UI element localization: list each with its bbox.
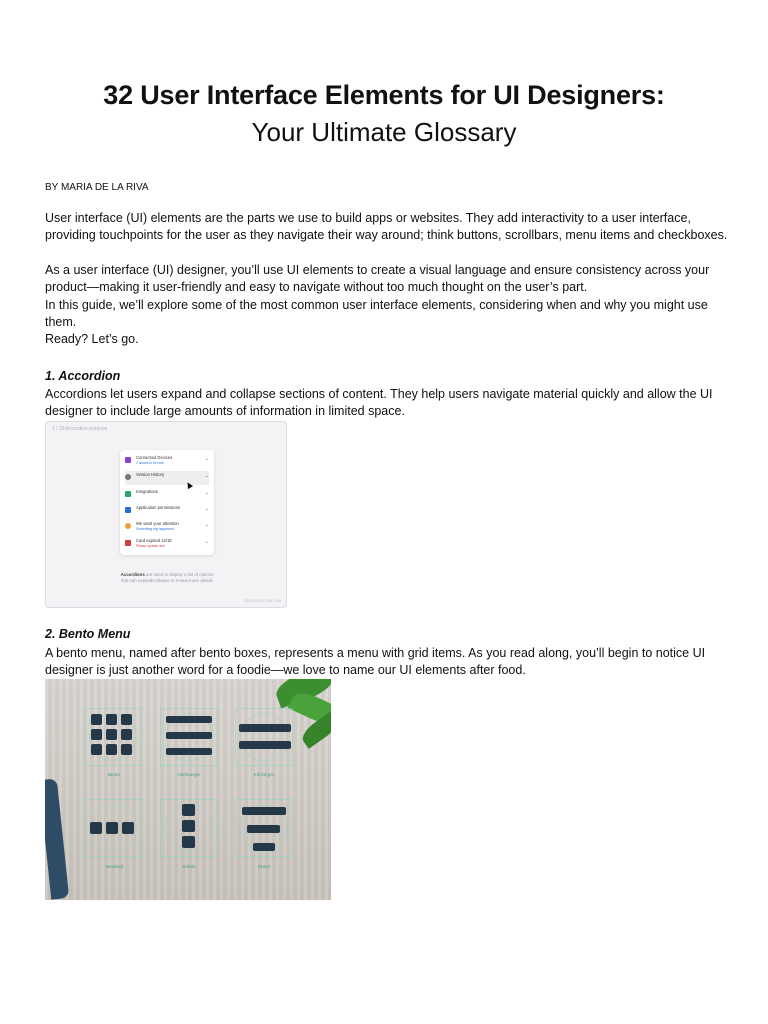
menu-block <box>106 729 117 740</box>
bento-figure <box>45 679 331 900</box>
lock-icon <box>125 507 131 513</box>
document-subtitle: Your Ultimate Glossary <box>251 117 517 147</box>
menu-block <box>91 714 102 725</box>
intro-paragraph: User interface (UI) elements are the parts we use to build apps or websites. They add interactivity to a user interface, providing touchpoints for the user as they navigate their way around; think buttons, scrollbars, menu items and checkboxes. <box>45 211 728 243</box>
menu-block <box>239 724 291 732</box>
integrations-icon <box>125 491 131 497</box>
menu-block <box>247 825 280 833</box>
menu-block <box>121 729 132 740</box>
menu-block <box>182 836 195 848</box>
accordion-row-label: Integrations <box>136 489 158 494</box>
menu-block <box>166 716 212 723</box>
history-icon <box>125 474 131 480</box>
menu-block <box>121 714 132 725</box>
accordion-row-sub: Please update now <box>136 544 165 548</box>
section-text-bento: A bento menu, named after bento boxes, represents a menu with grid items. As you read along, you’ll begin to notice UI designer is just another word for a foodie—we love to name our UI elements after food. <box>45 646 706 678</box>
card-icon <box>125 540 131 546</box>
accordion-row <box>125 520 209 534</box>
menu-block <box>91 744 102 755</box>
alert-icon <box>125 523 131 529</box>
chevron-down-icon: ⌄ <box>204 522 209 528</box>
accordion-row <box>125 504 209 518</box>
chevron-down-icon: ⌄ <box>204 456 209 462</box>
menu-block <box>253 843 275 851</box>
menu-block <box>90 822 102 834</box>
menu-type-label: Meatball <box>105 864 123 869</box>
footnote-text: are used to display a list of options <box>144 572 214 577</box>
menu-type-label: Hamburger <box>177 772 201 777</box>
chevron-down-icon: ⌄ <box>204 506 209 512</box>
accordion-row-label: We want your attention <box>136 521 179 526</box>
knife-illustration <box>45 778 69 899</box>
accordion-row <box>125 454 209 468</box>
intro-paragraph: Ready? Let’s go. <box>45 332 139 346</box>
section-heading-bento: 2. Bento Menu <box>45 627 131 641</box>
accordion-row-label: Version History <box>136 472 165 477</box>
menu-block <box>106 744 117 755</box>
footnote-text: that can expand/collapse to reveal more details <box>121 578 213 583</box>
footnote-bold: Accordions <box>120 572 145 577</box>
document-title: 32 User Interface Elements for UI Designers: <box>103 80 665 110</box>
menu-type-label: Kill burger <box>253 772 275 777</box>
kill-burger-tile <box>235 708 293 766</box>
accordion-row-sub: 2 issues to fix now <box>136 461 164 465</box>
menu-block <box>166 748 212 755</box>
accordion-row-label: Connected Devices <box>136 455 173 460</box>
menu-block <box>182 820 195 832</box>
accordion-card <box>120 450 214 555</box>
intro-paragraph: As a user interface (UI) designer, you’ll use UI elements to create a visual language and ensure consistency across your product—making it user-friendly and easy to navigate without too much thought on the user’s part. <box>45 263 710 295</box>
menu-block <box>106 714 117 725</box>
accordion-row-sub: Something big happened <box>136 527 174 531</box>
menu-block <box>182 804 195 816</box>
intro-paragraph: In this guide, we’ll explore some of the most common user interface elements, considering when and why you might use them. <box>45 298 708 330</box>
menu-block <box>122 822 134 834</box>
figure-footnote <box>46 572 288 584</box>
accordion-row <box>125 537 209 551</box>
byline: BY MARIA DE LA RIVA <box>45 182 149 193</box>
menu-block <box>242 807 286 815</box>
accordion-row-label: Application permissions <box>136 505 180 510</box>
accordion-row <box>125 471 209 485</box>
figure-brand: DESIGNSYSTEM.COM <box>244 599 281 603</box>
accordion-row-label: Card expired 12/18 <box>136 538 172 543</box>
menu-block <box>239 741 291 749</box>
device-icon <box>125 457 131 463</box>
menu-block <box>121 744 132 755</box>
menu-block <box>166 732 212 739</box>
accordion-row <box>125 488 209 502</box>
menu-type-label: Bento <box>107 772 120 777</box>
menu-type-label: Kebab <box>182 864 196 869</box>
chevron-down-icon: ⌄ <box>204 473 209 479</box>
menu-block <box>106 822 118 834</box>
chevron-down-icon: ⌄ <box>204 490 209 496</box>
section-text-accordion: Accordions let users expand and collapse sections of content. They help users navigate material quickly and allow the UI designer to include large amounts of information in limited space. <box>45 387 713 419</box>
figure-caption: 1 / 18 Accordion purpose <box>52 426 108 432</box>
chevron-down-icon: ⌄ <box>204 539 209 545</box>
accordion-figure <box>45 421 287 608</box>
menu-block <box>91 729 102 740</box>
menu-type-label: Döner <box>257 864 271 869</box>
section-heading-accordion: 1. Accordion <box>45 369 121 383</box>
